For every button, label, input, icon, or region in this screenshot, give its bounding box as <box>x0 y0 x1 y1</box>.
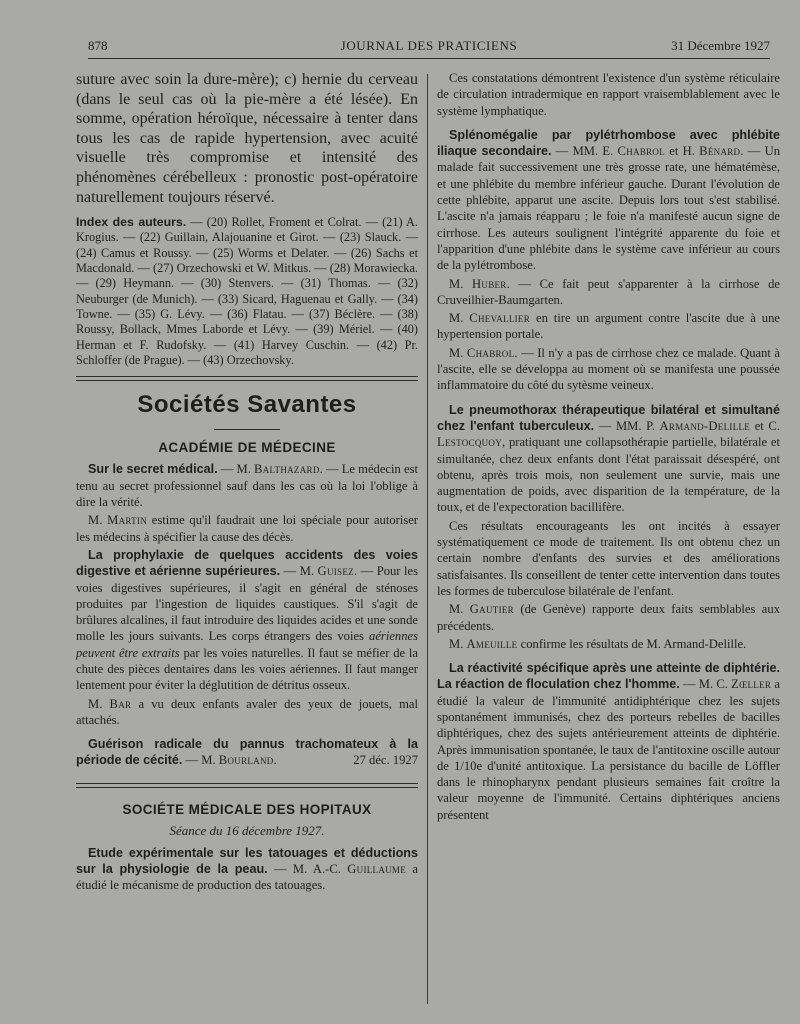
double-rule <box>76 376 418 381</box>
column-divider <box>427 74 428 1004</box>
guerison-title: Guérison radicale du pannus trachomateux à la période de cécité. <box>76 737 418 768</box>
issue-date: 31 Décembre 1927 <box>671 38 770 53</box>
article-secret <box>76 461 418 510</box>
ameuille-text: confirme les résultats de M. Armand-Delille. <box>517 636 747 651</box>
author-name: Zœller <box>731 677 772 692</box>
author-name: Armand-Delille <box>659 418 751 433</box>
hopitaux-heading: SOCIÉTE MÉDICALE DES HOPITAUX <box>122 801 372 817</box>
author-name: Guillaume <box>347 862 407 877</box>
article-chevallier <box>437 310 780 343</box>
prefix: M. <box>449 311 470 326</box>
secret-title: Sur le secret médical. <box>88 462 218 477</box>
prefix: M. <box>449 636 467 651</box>
seance-date: Séance du 16 décembre 1927. <box>169 822 325 838</box>
constatations-paragraph: Ces constatations démontrent l'existence d'un système réticulaire de circulation intradermique en rapport vraisemblablement avec le système lymphatique. <box>437 71 780 118</box>
huber-text: . — Ce fait peut s'apparenter à la cirrhose de Cruveilhier-Baumgarten. <box>437 276 781 307</box>
author-index <box>76 215 418 368</box>
author-name: Bar <box>109 696 132 711</box>
right-column <box>437 70 780 825</box>
dash: — M. <box>217 462 255 477</box>
page-number: 878 <box>88 38 108 53</box>
left-column <box>76 70 418 896</box>
dash: — M. C. <box>679 677 732 692</box>
journal-title: JOURNAL DES PRATICIENS <box>340 38 518 53</box>
dash: — M. <box>182 753 219 768</box>
reactivite-title: La réactivité spécifique après une atteinte de diphtérie. La réaction de floculation chez l'homme. <box>437 661 780 692</box>
article-huber <box>437 276 780 309</box>
author-name: Bénard <box>699 144 741 159</box>
double-rule <box>76 783 418 788</box>
splen-text: . — Un malade fait successivement une très grosse rate, une hématémèse, et une phlébite du membre inférieur gauche. Durant l'évolution de cette phlébite, apparut une ascite. Depuis lors tout s'est stabilisé. L'ascite n'a jamais réapparu ; le foie n'a manifesté aucun signe de cirrhose. Les auteurs soulignent l'intégrité apparente du foie et l'apparition d'une phlébite dans le système cave inférieur au cours de la pylétrombose. <box>437 144 780 273</box>
author-name: Bourland <box>218 753 274 768</box>
article-reactivite <box>437 660 780 823</box>
tatouages-title: Etude expérimentale sur les tatouages et déductions sur la physiologie de la peau. <box>76 845 418 877</box>
resultats-paragraph: Ces résultats encourageants les ont incités à essayer systématiquement ce mode de traitement. Ils ont obtenu chez un certain nombre d'enfants des survies et des améliorations satisfaisantes. Ils conseillent de tenter cette intervention dans toutes les formes de tuberculose bilatérale de l'enfant. <box>437 518 780 598</box>
author-name: Balthazard <box>254 462 320 477</box>
article-chabrol <box>437 345 780 394</box>
tatouages-text: a étudié le mécanisme de production des tatouages. <box>76 862 418 893</box>
dash: — M. <box>280 564 318 579</box>
pneumo-title: Le pneumothorax thérapeutique bilatéral et simultané chez l'enfant tuberculeux. <box>437 402 780 433</box>
dash: — M. A.-C. <box>267 862 348 877</box>
article-splenomegalie <box>437 127 780 274</box>
author-name: Chabrol <box>466 345 515 360</box>
academie-heading: ACADÉMIE DE MÉDECINE <box>158 440 336 456</box>
article-martin <box>76 512 418 545</box>
author-name: Ameuille <box>466 636 518 651</box>
prophylaxie-text-a: . — Pour les voies digestives supérieures, il s'agit en général de sténoses produites par l'ingestion de liquides caustiques. S'il s'agit de brûlures alcalines, il faut introduire des liquides acides et une sonde molle les jours suivants. Les corps étrangers des voies <box>76 564 418 644</box>
gautier-text: (de Genève) rapporte deux faits semblables aux précédents. <box>437 602 780 633</box>
bar-text: a vu deux enfants avaler des yeux de jouets, mal attachés. <box>76 696 418 727</box>
prefix: M. <box>88 696 110 711</box>
index-text: — (20) Rollet, Froment et Colrat. — (21) A. Krogius. — (22) Guillain, Alajouanine et Girot. — (23) Slauck. — (24) Camus et Roussy. — (25) Worms et Delater. — (26) Sachs et Macdonald. — (27) Orzechowski et W. Mitkus. — (28) Morawiecka. — (29) Heymann. — (30) Stenvers. — (31) Thomas. — (32) Neuburger (de Munich). — (33) Sicard, Haguenau et Gally. — (34) Towne. — (35) G. Lévy. — (36) Flatau. — (37) Béclère. — (38) Roussy, Bollack, Mmes Laborde et Lévy. — (39) Mériel. — (40) Herman et F. Rudofsky. — (41) Harvey Cuschin. — (42) Pr. Schloffer (de Prague). — (43) Orzechovsky. <box>76 215 419 367</box>
author-name: Gautier <box>469 602 514 617</box>
article-prophylaxie <box>76 547 418 694</box>
chabrol-text: . — Il n'y a pas de cirrhose chez ce malade. Quant à l'ascite, elle se développa au moment où se manifesta une poussée inflammatoire du côté du sytèsme veineux. <box>437 345 781 393</box>
prefix: M. <box>449 602 470 617</box>
chevallier-text: en tire un argument contre l'ascite due à une hypertension portale. <box>437 311 780 342</box>
martin-text: estime qu'il faudrait une loi spéciale pour autoriser les médecins à spécifier la cause des décès. <box>76 513 419 544</box>
pneumo-text: , pratiquant une collapsothérapie partielle, bilatérale et simultanée, chez deux enfants dont l'état paraissait désespéré, ont obtenu, après trois mois, non seulement une survie, mais une augmentation de poids, avec disparition de la température, de la toux, et de l'expectoration bacillifère. <box>437 435 780 515</box>
prophylaxie-text-b: par les voies naturelles. Il faut se méfier de la chute des pièces dentaires dans les voies aériennes. Il faut manger lentement pour éviter la déglutition de détritus osseux. <box>76 645 419 693</box>
article-bar <box>76 696 418 729</box>
secret-text: . — Le médecin est tenu au secret professionnel sauf dans les cas où la loi l'oblige à dire la vérité. <box>76 462 418 510</box>
author-name: Chevallier <box>469 311 531 326</box>
dot: . <box>273 753 277 768</box>
prophylaxie-italic: aériennes peuvent être extraits <box>76 629 418 660</box>
splen-title: Splénomégalie par pylétrhombose avec phlébite iliaque secondaire. <box>437 127 780 159</box>
author-name: Martin <box>107 513 148 528</box>
dash: — MM. P. <box>594 418 660 433</box>
reactivite-text: a étudié la valeur de l'immunité antidiphtérique chez les sujets spontanément immunisés, chez des porteurs rebelles de bacilles diphtériques, chez des sujets antérieurement atteints de diphtérie. Après immunisation spontanée, le taux de l'antitoxine oscille autour de 1/10e d'unité antitoxique. La persistance du bacille de Löffler dans le rhinopharynx pendant plusieurs semaines fait croître la valeur moyenne de l'immunité. Certains diphtériques anciens présentent <box>437 677 780 822</box>
prophylaxie-title: La prophylaxie de quelques accidents des voies digestive et aérienne supérieures. <box>76 547 418 579</box>
title-rule <box>214 429 280 430</box>
section-title: Sociétés Savantes <box>137 391 357 419</box>
page-header <box>88 36 770 59</box>
dash: — MM. E. <box>551 144 618 159</box>
article-guerison <box>76 736 418 769</box>
intro-paragraph: suture avec soin la dure-mère); c) hernie du cerveau (dans le seul cas où la pie-mère a été lésée). En somme, opération héroïque, nécessaire à tenter dans tous les cas de rapide hypertension, avec acuité visuelle très compromise et intensité des phénomènes cérébelleux : pronostic post-opératoire naturellement toujours réservé. <box>76 71 418 206</box>
article-tatouages <box>76 845 418 894</box>
author-name: Chabrol <box>617 144 666 159</box>
prefix: M. <box>449 276 472 291</box>
author-name: Lestocquoy <box>437 435 503 450</box>
conjunction: et H. <box>665 144 700 159</box>
prefix: M. <box>449 345 467 360</box>
author-name: Guisez <box>317 564 354 579</box>
prefix: M. <box>88 513 108 528</box>
author-name: Huber <box>472 276 507 291</box>
conjunction: et C. <box>750 418 780 433</box>
article-pneumothorax <box>437 402 780 516</box>
article-gautier <box>437 601 780 634</box>
article-ameuille <box>437 636 780 652</box>
guerison-date: 27 déc. 1927 <box>353 753 418 768</box>
index-heading: Index des auteurs. <box>76 215 187 230</box>
